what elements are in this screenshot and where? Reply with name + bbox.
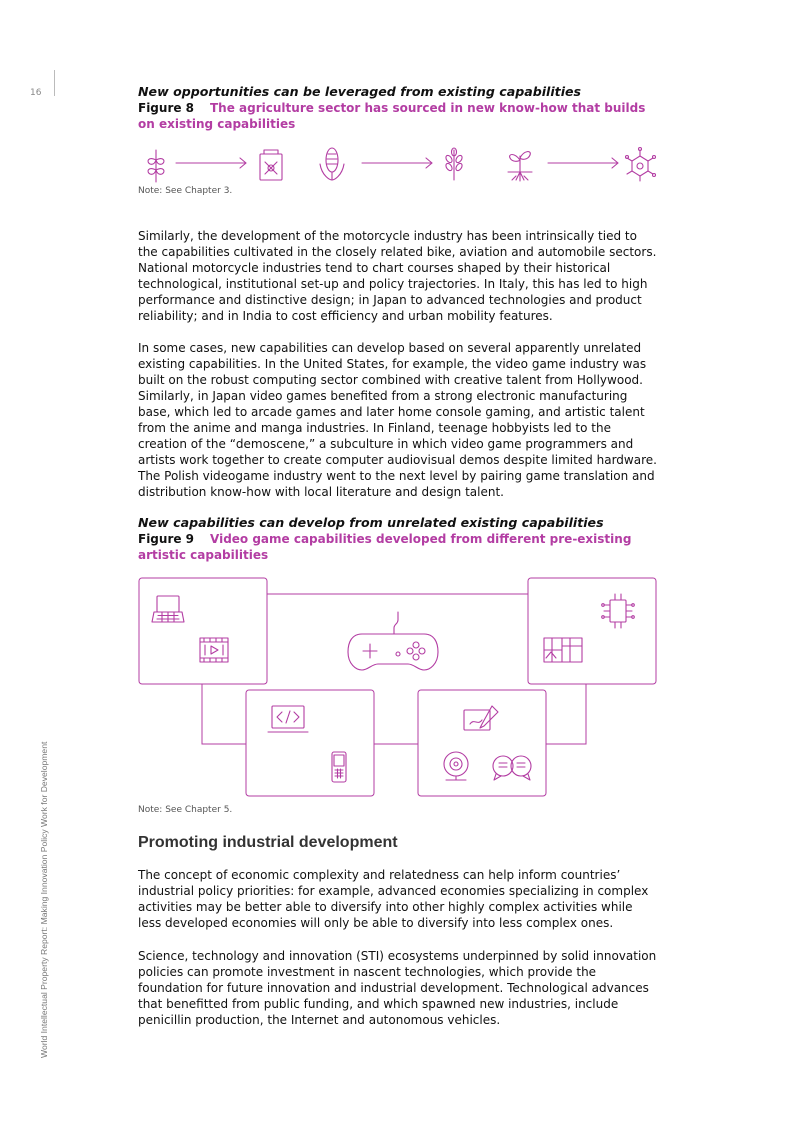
paragraph-sti-ecosystems: Science, technology and innovation (STI) ecosystems underpinned by solid innovation policies can promote investment in nascent technologies, which provide the foundation for future innovation and industrial development. Technological advances that benefitted from public funding, and which spawned new industries, include penicillin production, the Internet and autonomous vehicles.: [138, 949, 657, 1027]
figure-8-title: The agriculture sector has sourced in new know-how that builds on existing capabilities: [138, 101, 646, 131]
game-controller-icon: [348, 612, 438, 670]
figure-9-label: Figure 9: [138, 532, 195, 546]
paragraph-video-games: In some cases, new capabilities can develop based on several apparently unrelated existing capabilities. In the United States, for example, the video game industry was built on the robust computing sector combined with creative talent from Hollywood. Similarly, in Japan video games benefited from a strong electronic manufacturing base, which led to arcade games and later home console gaming, and artistic talent from the anime and manga industries. In Finland, teenage hobbyists led to the creation of the “demoscene,” a subculture in which video game programmers and artists work together to create computer audiovisual demos despite limited hardware. The Polish videogame industry went to the next level by pairing game translation and distribution know-how with local literature and design talent.: [138, 341, 657, 499]
figure-8-label: Figure 8: [138, 101, 195, 115]
plant-stem-icon: [148, 150, 164, 182]
wheat-icon: [445, 148, 464, 180]
figure-8-note: Note: See Chapter 3.: [138, 186, 233, 196]
page-number: 16: [30, 88, 42, 98]
figure-9-caption: [138, 531, 658, 563]
figure-8-diagram: [138, 142, 678, 186]
section-title-industrial-development: Promoting industrial development: [138, 834, 398, 851]
margin-rule: [54, 70, 55, 96]
box-programming-hardware: [246, 690, 374, 796]
section-heading-2: New capabilities can develop from unrelated existing capabilities: [138, 515, 604, 530]
arrow-3: [548, 158, 618, 168]
figure-9-diagram: [136, 574, 660, 800]
sprout-roots-icon: [508, 152, 532, 181]
figure-9-title: Video game capabilities developed from different pre-existing artistic capabilities: [138, 532, 632, 562]
arrow-2: [362, 158, 432, 168]
box-art-demoscene: [418, 690, 546, 796]
box-computing-film: [139, 578, 267, 684]
figure-8-caption: [138, 100, 658, 132]
paragraph-economic-complexity: The concept of economic complexity and relatedness can help inform countries’ industrial policy priorities: for example, advanced economies specializing in complex activities may be better able to diversify into other highly complex activities while less developed economies will only be able to diversify into less complex ones.: [138, 868, 649, 930]
corn-icon: [320, 148, 344, 180]
seed-bag-icon: [260, 150, 282, 180]
side-running-title: World Intellectual Property Report: Making Innovation Policy Work for Development: [39, 741, 49, 1058]
figure-9-note: Note: See Chapter 5.: [138, 805, 233, 815]
molecule-icon: [626, 148, 656, 182]
section-heading-1: New opportunities can be leveraged from existing capabilities: [138, 84, 582, 99]
arrow-1: [176, 158, 246, 168]
paragraph-motorcycle: Similarly, the development of the motorcycle industry has been intrinsically tied to the capabilities cultivated in the closely related bike, aviation and automobile sectors. National motorcycle industries tend to chart courses shaped by their historical technological, institutional set-up and policy trajectories. In Italy, this has led to high performance and distinctive design; in Japan to advanced technologies and product reliability; and in India to cost efficiency and urban mobility features.: [138, 229, 657, 323]
box-electronics-manga: [528, 578, 656, 684]
